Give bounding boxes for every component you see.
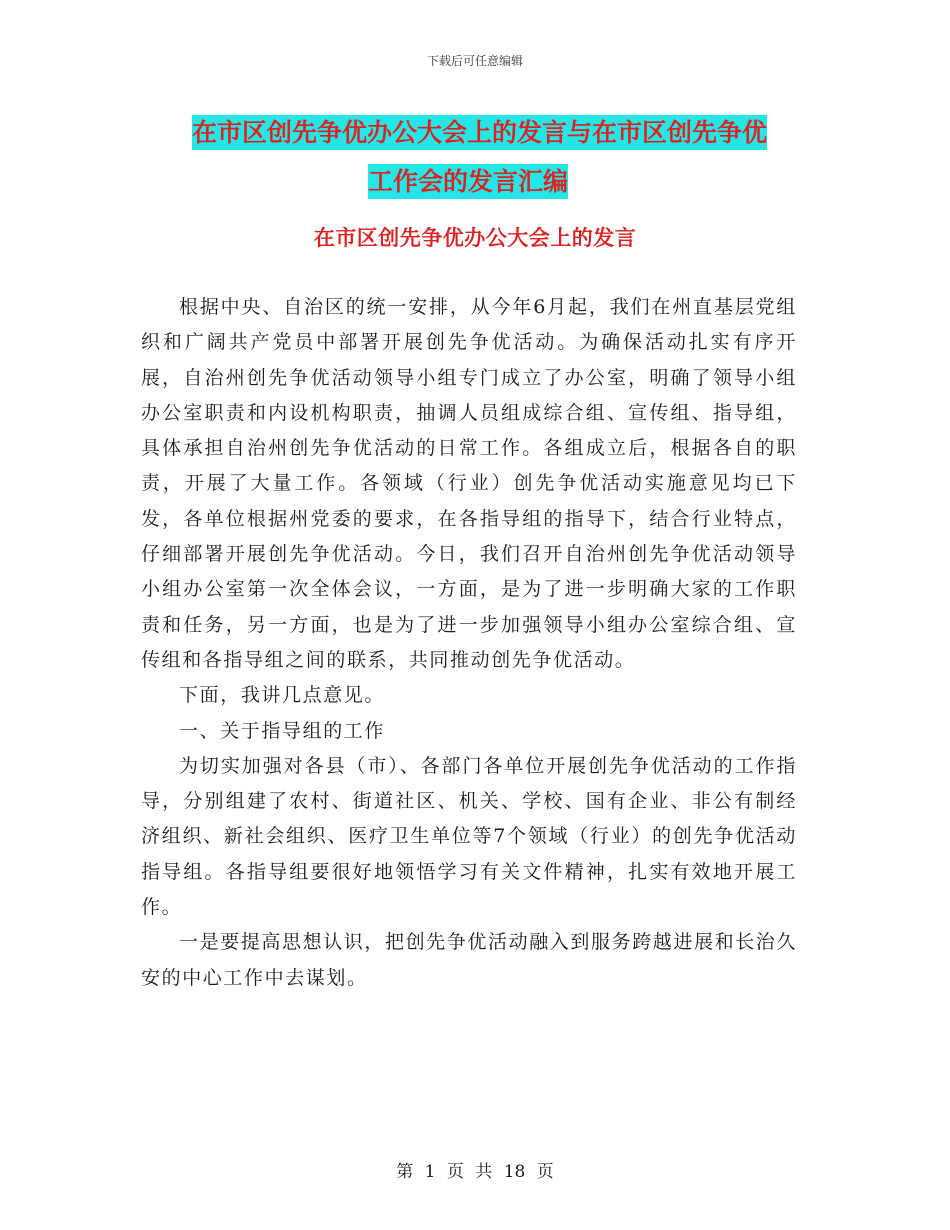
paragraph: 一是要提高思想认识，把创先争优活动融入到服务跨越进展和长治久安的中心工作中去谋划。 (141, 931, 798, 989)
document-title-text-1: 在市区创先争优办公大会上的发言与在市区创先争优 (192, 115, 767, 150)
paragraph: 为切实加强对各县（市）、各部门各单位开展创先争优活动的工作指导，分别组建了农村、街道社区、机关、学校、国有企业、非公有制经济组织、新社会组织、医疗卫生单位等7个领域（行业）的创先争优活动指导组。各指导组要很好地领悟学习有关文件精神，扎实有效地开展工作。 (141, 754, 797, 919)
document-title-line-2 (192, 157, 812, 206)
body-text (141, 290, 797, 996)
document-title-line-1 (192, 108, 812, 157)
paragraph: 一、关于指导组的工作 (179, 719, 386, 742)
page-footer: 第 1 页 共 18 页 (396, 1162, 554, 1182)
document-title-text-2: 工作会的发言汇编 (368, 164, 568, 199)
header-note: 下载后可任意编辑 (426, 54, 523, 68)
paragraph: 下面，我讲几点意见。 (179, 684, 386, 707)
paragraph: 根据中央、自治区的统一安排，从今年6月起，我们在州直基层党组织和广阔共产党员中部署开展创先争优活动。为确保活动扎实有序开展，自治州创先争优活动领导小组专门成立了办公室，明确了领导小组办公室职责和内设机构职责，抽调人员组成综合组、宣传组、指导组，具体承担自治州创先争优活动的日常工作。各组成立后，根据各自的职责，开展了大量工作。各领域（行业）创先争优活动实施意见均已下发，各单位根据州党委的要求，在各指导组的指导下，结合行业特点，仔细部署开展创先争优活动。今日，我们召开自治州创先争优活动领导小组办公室第一次全体会议，一方面，是为了进一步明确大家的工作职责和任务，另一方面，也是为了进一步加强领导小组办公室综合组、宣传组和各指导组之间的联系，共同推动创先争优活动。 (141, 296, 797, 671)
section-title: 在市区创先争优办公大会上的发言 (313, 226, 637, 250)
document-title (192, 108, 812, 206)
